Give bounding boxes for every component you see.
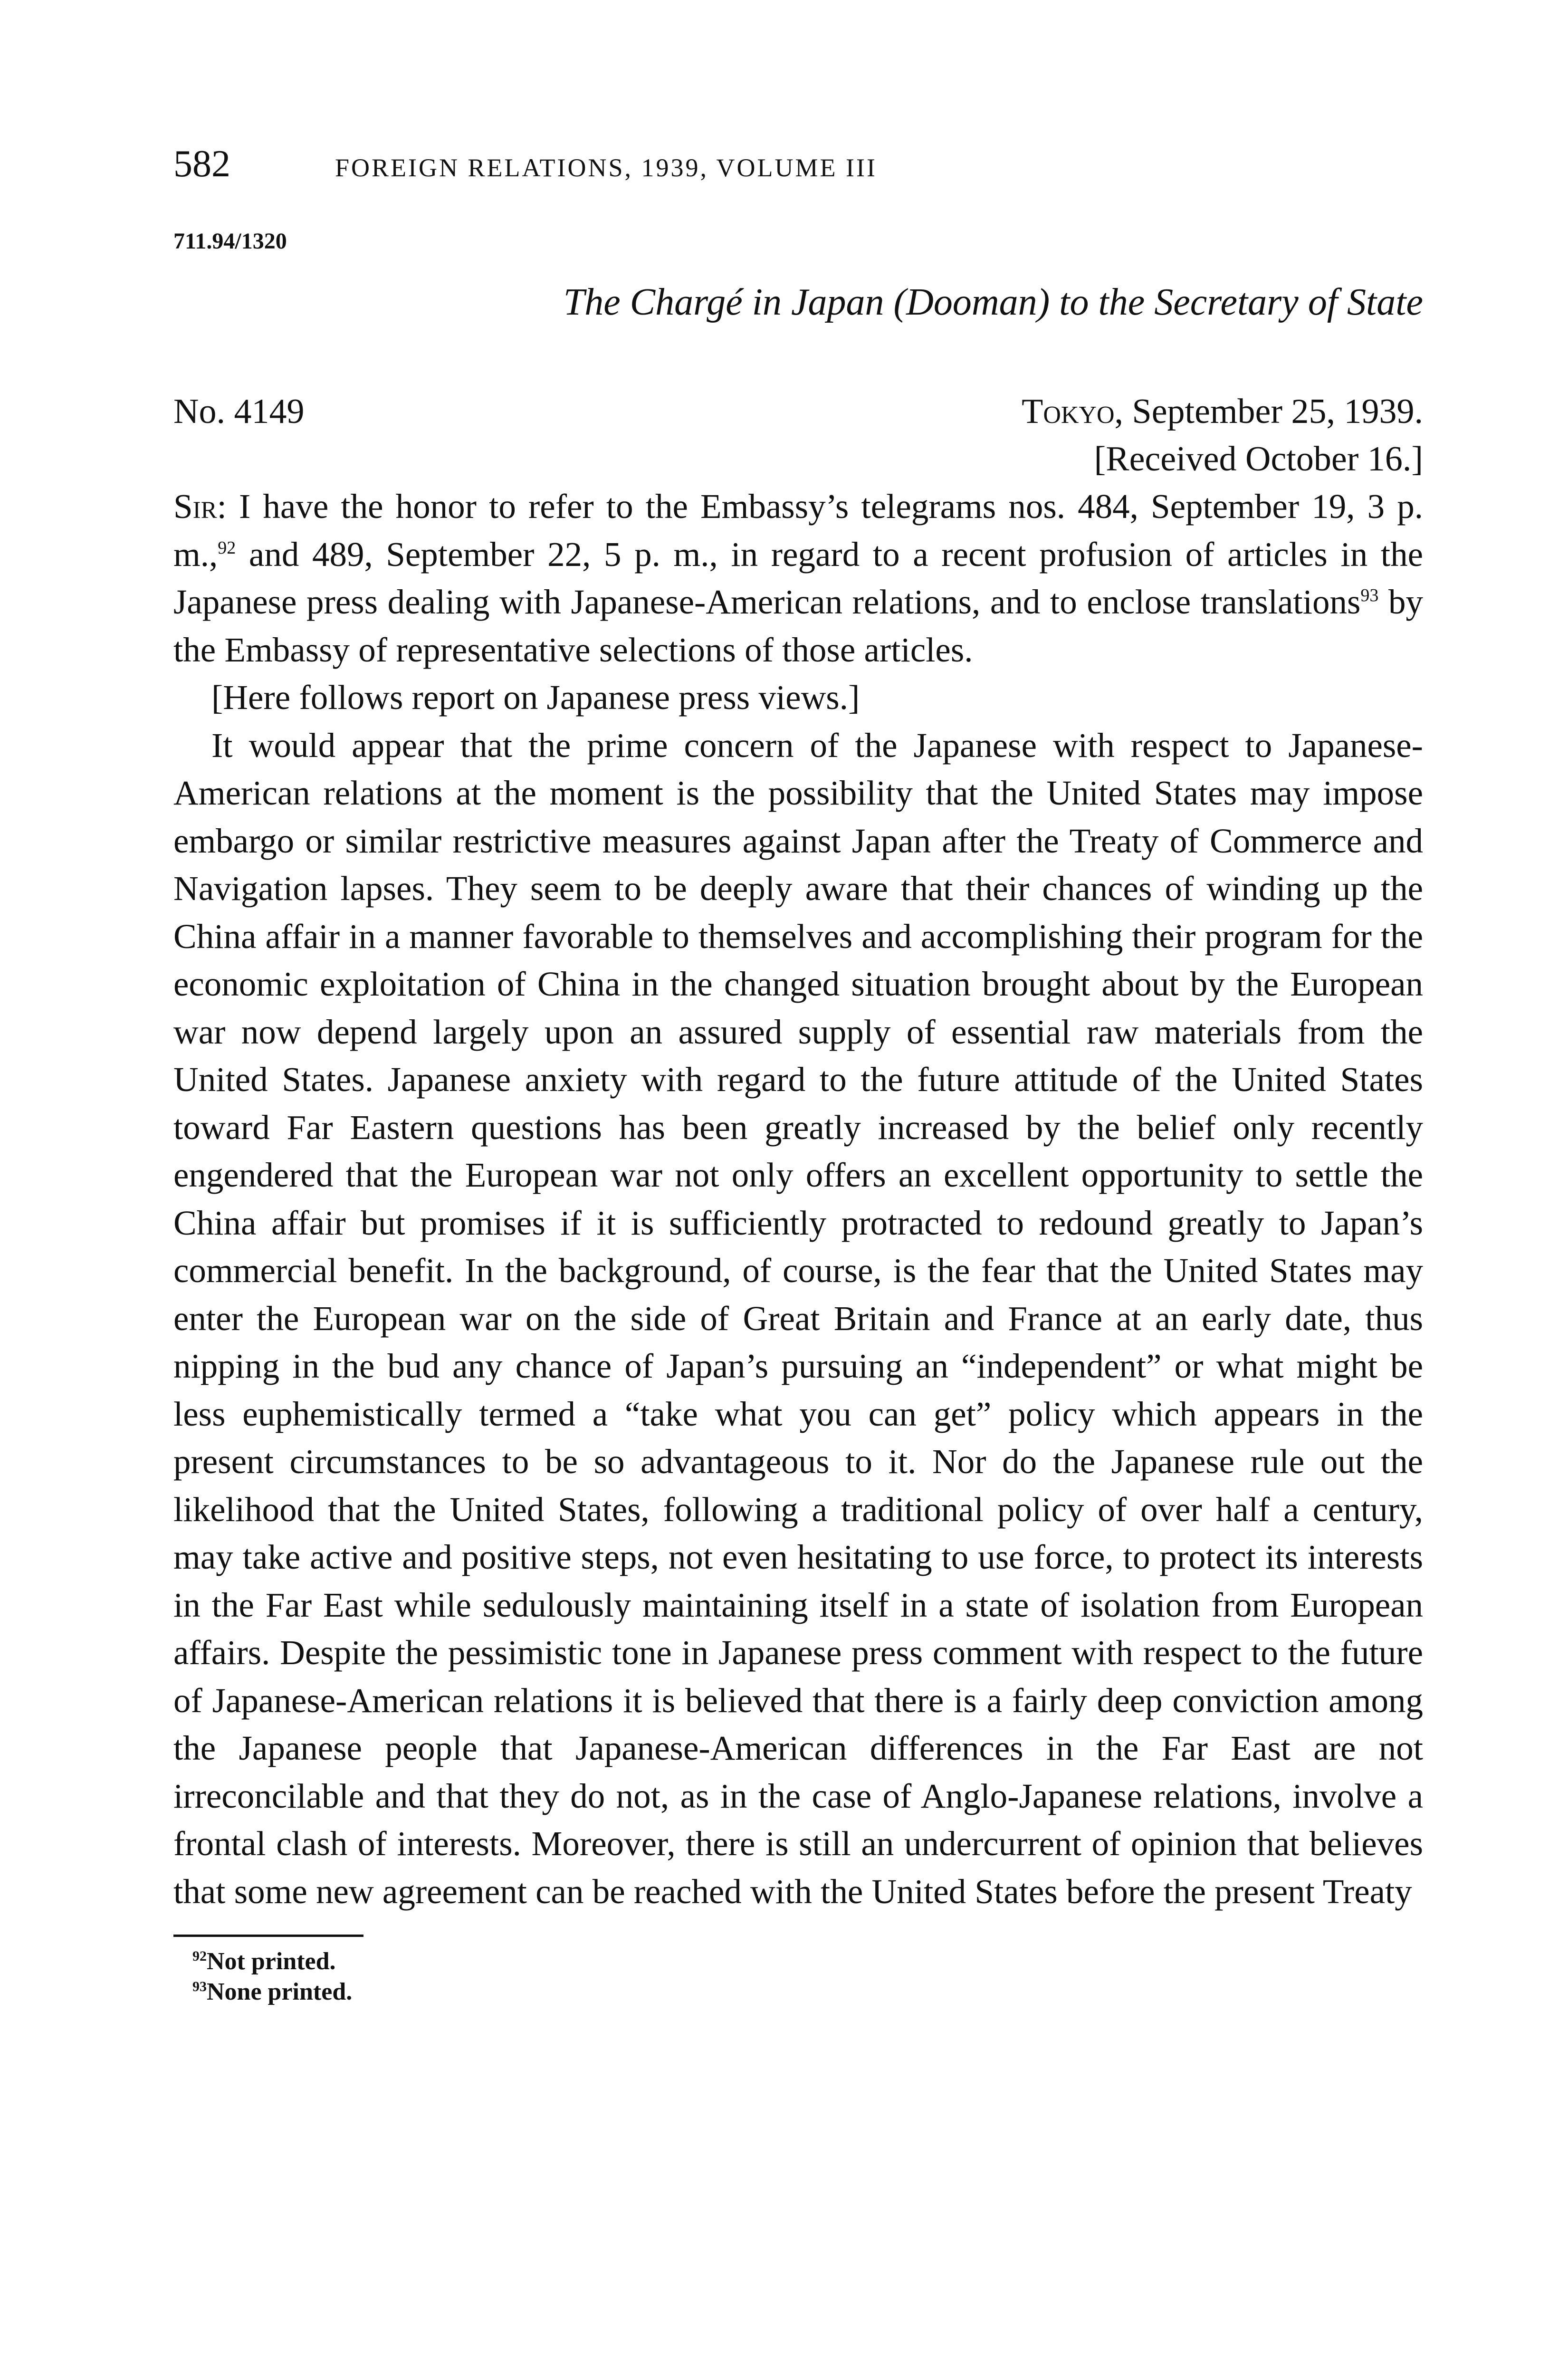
p1-part-a: : I have the honor to refer to the Embassy’s telegrams nos. 484, September 19, 3 p. m., (173, 487, 1423, 574)
document-number: No. 4149 (173, 392, 305, 431)
footnote-divider (173, 1935, 363, 1937)
footnote-ref-93[interactable]: 93 (1360, 585, 1379, 605)
file-number: 711.94/1320 (173, 229, 287, 254)
footnote-number: 93 (192, 1979, 207, 1994)
running-title: FOREIGN RELATIONS, 1939, VOLUME III (335, 153, 877, 182)
received-date: [Received October 16.] (1094, 440, 1423, 479)
place-date (1022, 388, 1423, 435)
footnote-text: Not printed. (207, 1948, 336, 1975)
page-number: 582 (173, 143, 230, 185)
place: Tokyo (1022, 392, 1115, 431)
dateline (173, 388, 1423, 435)
page (173, 143, 1423, 2007)
paragraph-1 (173, 483, 1423, 674)
running-head (173, 143, 1423, 200)
footnote-text: None printed. (207, 1978, 353, 2005)
footnote-number: 92 (192, 1948, 207, 1964)
paragraph-3: It would appear that the prime concern of the Japanese with respect to Japanese-American relations at the moment is the possibility that the United States may impose embargo or similar restrictive measures against Japan after the Treaty of Commerce and Navigation lapses. They seem to be deeply aware that their chances of winding up the China affair in a manner favorable to themselves and accomplishing their program for the economic exploitation of China in the changed situation brought about by the European war now depend largely upon an assured supply of essential raw materials from the United States. Japanese anxiety with regard to the future attitude of the United States toward Far Eastern questions has been greatly increased by the belief only recently engendered that the European war not only offers an excellent opportunity to settle the China affair but promises if it is sufficiently protracted to redound greatly to Japan’s commercial benefit. In the background, of course, is the fear that the United States may enter the European war on the side of Great Britain and France at an early date, thus nipping in the bud any chance of Japan’s pursuing an “independent” or what might be less euphemistically termed a “take what you can get” policy which appears in the present circumstances to be so advantageous to it. Nor do the Japanese rule out the likelihood that the United States, following a traditional policy of over half a century, may take active and positive steps, not even hesitating to use force, to protect its interests in the Far East while sedulously maintaining itself in a state of isolation from European affairs. Despite the pessimistic tone in Japanese press comment with respect to the future of Japanese-American relations it is believed that there is a fairly deep conviction among the Japanese people that Japanese-American differences in the Far East are not irreconcilable and that they do not, as in the case of Anglo-Japanese relations, involve a frontal clash of interests. Moreover, there is still an undercurrent of opinion that believes that some new agreement can be reached with the United States before the present Treaty (173, 726, 1423, 1911)
salutation: Sir (173, 487, 217, 526)
date: , September 25, 1939. (1114, 392, 1423, 431)
p1-part-c: by the Embassy of representative selections of those articles. (173, 583, 1424, 669)
footnote (192, 1946, 1423, 1977)
footnote (192, 1977, 1423, 2007)
footnotes (173, 1946, 1423, 2007)
body-text (173, 483, 1423, 1916)
footnote-ref-92[interactable]: 92 (218, 537, 236, 558)
document-heading: The Chargé in Japan (Dooman) to the Secretary of State (563, 281, 1423, 323)
paragraph-2: [Here follows report on Japanese press views.] (211, 678, 860, 717)
p1-part-b: and 489, September 22, 5 p. m., in regard to a recent profusion of articles in the Japanese press dealing with Japanese-American relations, and to enclose translations (173, 535, 1423, 621)
